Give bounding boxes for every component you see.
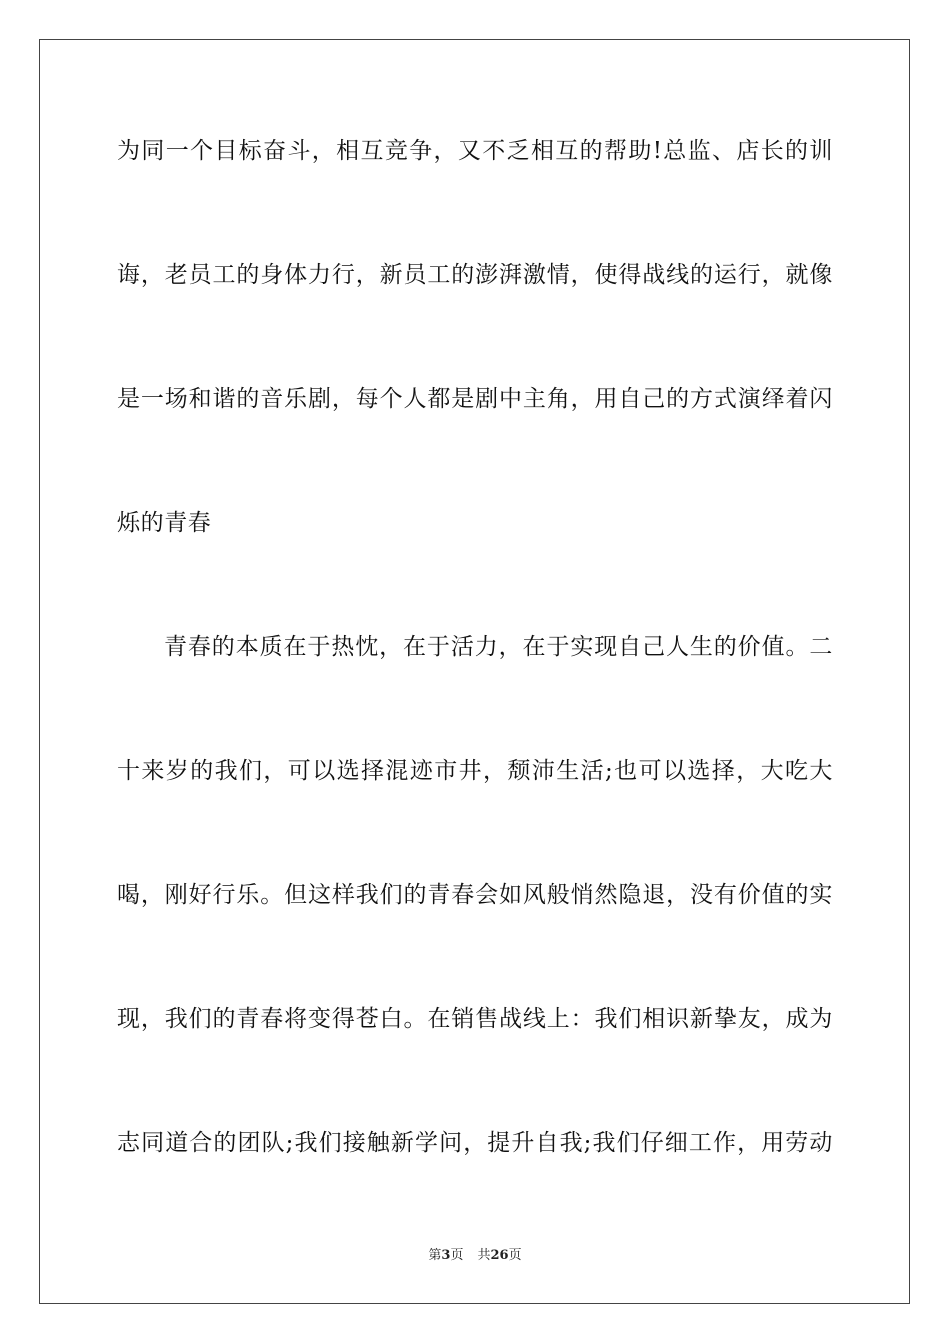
body-text-line: 诲，老员工的身体力行，新员工的澎湃激情，使得战线的运行，就像	[117, 262, 833, 288]
body-text-line: 烁的青春	[117, 510, 212, 536]
body-text-line: 现，我们的青春将变得苍白。在销售战线上：我们相识新挚友，成为	[117, 1006, 833, 1032]
body-text-line: 十来岁的我们，可以选择混迹市井，颓沛生活;也可以选择，大吃大	[117, 758, 833, 784]
body-text-line: 青春的本质在于热忱，在于活力，在于实现自己人生的价值。二	[164, 634, 833, 660]
total-pages: 26	[490, 1248, 509, 1263]
body-text-line: 喝，刚好行乐。但这样我们的青春会如风般悄然隐退，没有价值的实	[117, 882, 833, 908]
total-prefix: 共	[477, 1248, 491, 1263]
body-text-line: 为同一个目标奋斗，相互竞争，又不乏相互的帮助!总监、店长的训	[117, 138, 833, 164]
page-border	[39, 39, 910, 1304]
body-text-line: 志同道合的团队;我们接触新学问，提升自我;我们仔细工作，用劳动	[117, 1130, 833, 1156]
total-suffix: 页	[508, 1248, 522, 1263]
page-footer	[0, 1247, 950, 1265]
page-number: 3	[441, 1248, 451, 1263]
page-suffix: 页	[450, 1248, 464, 1263]
body-text-line: 是一场和谐的音乐剧，每个人都是剧中主角，用自己的方式演绎着闪	[117, 386, 833, 412]
page-prefix: 第	[428, 1248, 442, 1263]
